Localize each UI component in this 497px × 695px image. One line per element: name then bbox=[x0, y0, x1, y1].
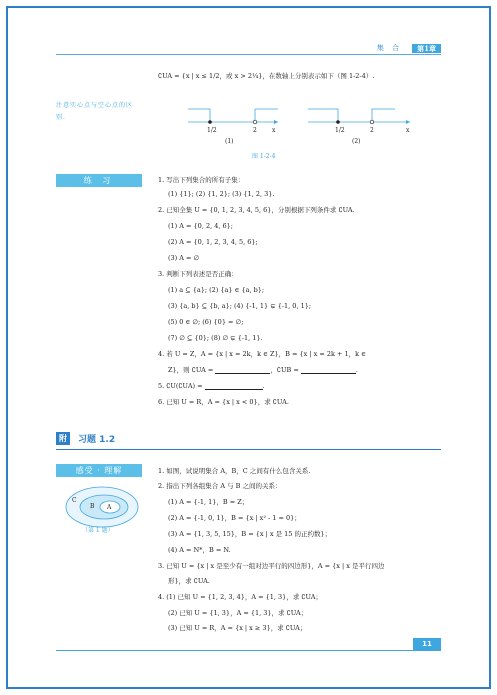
practice-line: 6. 已知 U = R，A = {x | x < 0}，求 ∁UA. bbox=[158, 398, 289, 406]
exercise-heading bbox=[56, 432, 115, 445]
exercise-line: (2) A = {-1, 0, 1}，B = {x | x² - 1 = 0}； bbox=[168, 514, 301, 522]
practice-line: (3) A = ∅ bbox=[168, 254, 200, 262]
practice-line-5 bbox=[158, 382, 265, 390]
exercise-line: 形}，求 ∁UA. bbox=[168, 577, 210, 585]
number-line-figure bbox=[180, 98, 420, 160]
exercise-badge: 感受 · 理解 bbox=[56, 464, 142, 477]
exercise-line: 2. 指出下列各组集合 A 与 B 之间的关系： bbox=[158, 482, 282, 490]
exercise-line: (1) A = {-1, 1}，B = Z； bbox=[168, 498, 249, 506]
practice-line: (5) 0 ∈ ∅; (6) {0} = ∅; bbox=[168, 318, 244, 326]
practice-line: (2) A = {0, 1, 2, 3, 4, 5, 6}; bbox=[168, 238, 258, 246]
exercise-line: (2) 已知 U = {1, 3}，A = {1, 3}，求 ∁UA； bbox=[168, 609, 308, 617]
practice-line: (1) A = {0, 2, 4, 6}; bbox=[168, 222, 233, 230]
practice-line-4b-start: Z}，则 ∁UA = bbox=[168, 366, 216, 374]
figure-label-2: (2) bbox=[352, 138, 361, 145]
running-header bbox=[367, 43, 441, 53]
page-number: 11 bbox=[413, 638, 441, 650]
header-rule bbox=[56, 54, 441, 55]
practice-line: (1) a ⊆ {a}; (2) {a} ∈ {a, b}; bbox=[168, 286, 265, 294]
practice-line: 2. 已知全集 U = {0, 1, 2, 3, 4, 5, 6}，分别根据下列条件求 ∁UA. bbox=[158, 206, 355, 214]
footer-rule bbox=[56, 650, 441, 651]
figure-caption: 图 1-2-4 bbox=[252, 153, 276, 160]
practice-line-4b-end: . bbox=[355, 366, 358, 374]
side-note: 注意实心点与空心点的区别. bbox=[56, 102, 134, 121]
axis-x-2: x bbox=[406, 127, 410, 134]
header-section: 集 合 bbox=[376, 44, 403, 52]
tick-half-2: 1/2 bbox=[335, 127, 345, 134]
exercise-line: (3) 已知 U = R，A = {x | x ≥ 3}，求 ∁UA； bbox=[168, 624, 307, 632]
exercise-line: 3. 已知 U = {x | x 是至少有一组对边平行的四边形}，A = {x | x 是平行四边 bbox=[158, 562, 385, 570]
practice-badge: 练 习 bbox=[56, 174, 142, 187]
exercise-rule bbox=[56, 449, 441, 450]
figure-label-1: (1) bbox=[225, 138, 234, 145]
practice-line: 4. 若 U = Z，A = {x | x = 2k，k ∈ Z}，B = {x | x = 2k + 1，k ∈ bbox=[158, 350, 366, 358]
answer-blank[interactable] bbox=[205, 383, 263, 390]
practice-line-blanks bbox=[168, 366, 358, 374]
venn-caption: （第 1 题） bbox=[82, 527, 114, 534]
intro-line: ∁UA = {x | x ≤ 1/2，或 x > 2¼}，在数轴上分别表示如下（图 1-2-4）. bbox=[158, 72, 375, 80]
venn-label-c: C bbox=[72, 497, 77, 504]
axis-x-1: x bbox=[272, 127, 276, 134]
exercise-line: (4) A = N*，B = N. bbox=[168, 546, 231, 554]
tick-two-1: 2 bbox=[253, 127, 257, 134]
exercise-line: 1. 如图，试说明集合 A，B，C 之间有什么包含关系. bbox=[158, 467, 311, 475]
practice-line: (1) {1}; (2) {1, 2}; (3) {1, 2, 3}. bbox=[168, 190, 275, 198]
tick-two-2: 2 bbox=[370, 127, 374, 134]
exercise-line: 4. (1) 已知 U = {1, 2, 3, 4}，A = {1, 3}，求 ∁UA； bbox=[158, 593, 322, 601]
answer-blank[interactable] bbox=[215, 367, 270, 374]
header-chapter: 第1章 bbox=[412, 44, 441, 53]
tick-half-1: 1/2 bbox=[207, 127, 217, 134]
practice-line-4b-mid: ，∁UB = bbox=[270, 366, 301, 374]
practice-line: 3. 判断下列表述是否正确： bbox=[158, 270, 238, 278]
practice-line-5-end: . bbox=[262, 382, 265, 390]
answer-blank[interactable] bbox=[301, 367, 356, 374]
practice-line: 1. 写出下列集合的所有子集： bbox=[158, 176, 245, 184]
venn-label-a: A bbox=[107, 504, 112, 511]
practice-line-5-text: 5. ∁U(∁UA) = bbox=[158, 382, 205, 390]
exercise-line: (3) A = {1, 3, 5, 15}，B = {x | x 是 15 的正约数}； bbox=[168, 530, 332, 538]
venn-label-b: B bbox=[90, 503, 95, 510]
appendix-marker: 附 bbox=[56, 432, 70, 445]
exercise-title: 习题 1.2 bbox=[78, 435, 116, 445]
practice-line: (3) {a, b} ⊆ {b, a}; (4) {-1, 1} ⊊ {-1, 0, 1}; bbox=[168, 302, 312, 310]
practice-line: (7) ∅ ⊆ {0}; (8) ∅ ⊊ {-1, 1}. bbox=[168, 334, 263, 342]
